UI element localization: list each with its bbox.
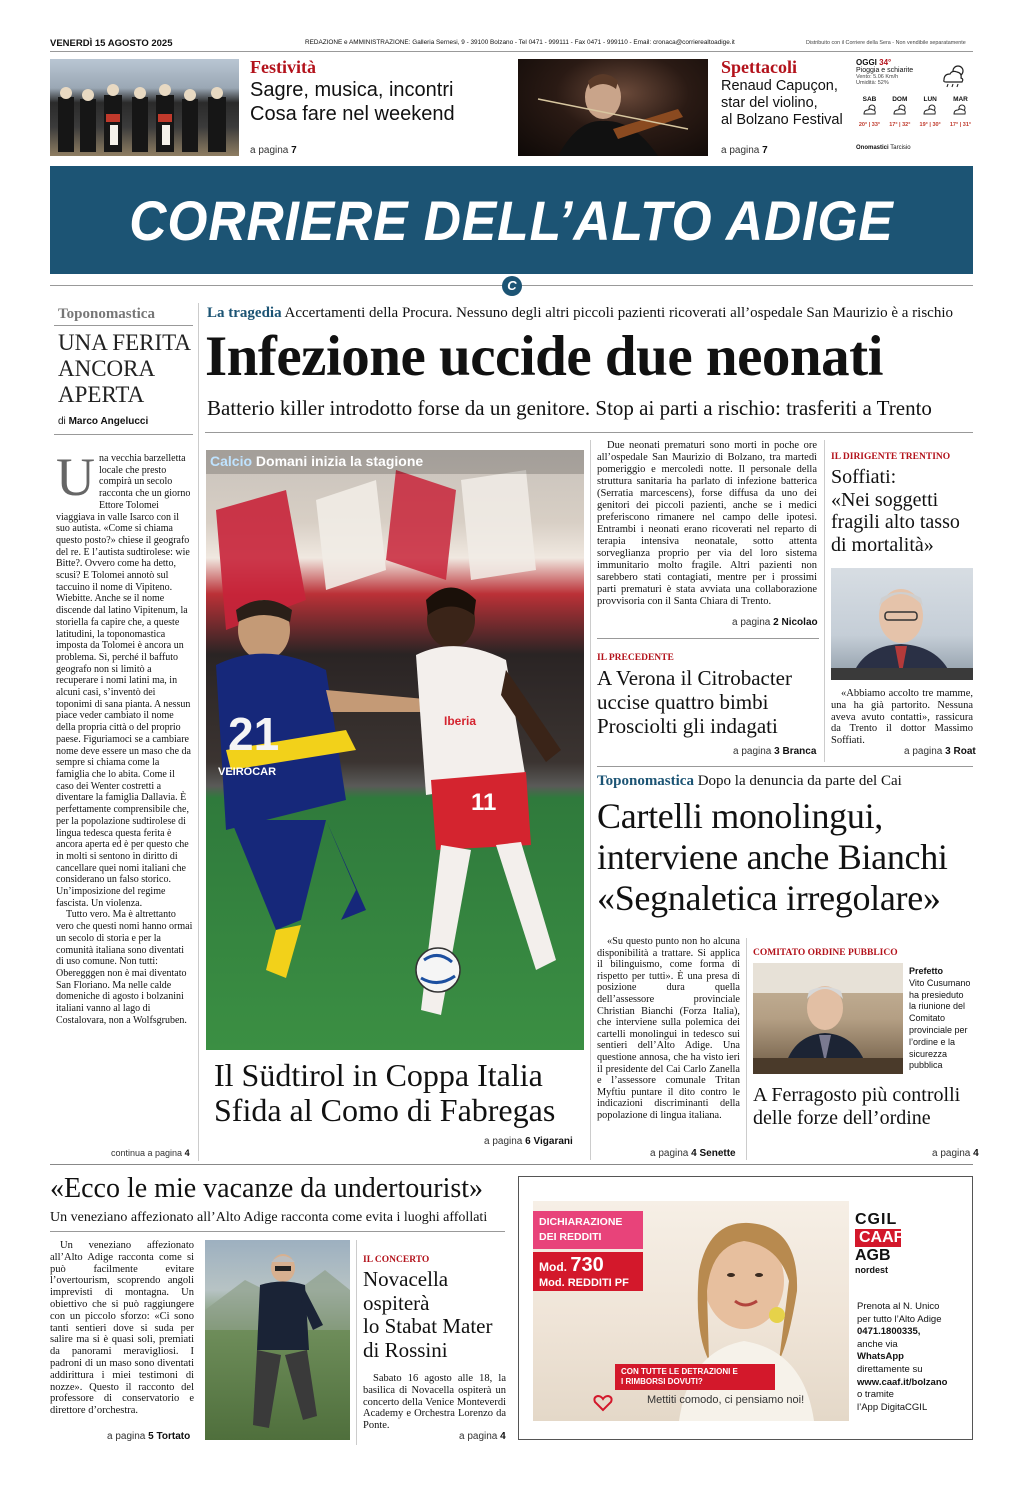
lead-body: Due neonati prematuri sono morti in poche ore all’ospedale San Maurizio di Bolzano, tra martedì pomeriggio e mercoledì notte. Il personale della struttura sanitaria ha parlato di infezione batterica (Serratia marcescens), forse diffusa da uno dei genitori dei piccoli pazienti, anche se i medici preferiscono rimanere nel campo delle ipotesi. Entrambi i neonati erano ricoverati nel reparto di terapia intensiva neonatale, sotto attenta sorveglianza proprio per via del loro sistema immunitario molto fragile. Altri pazienti non sarebbero stati contagiati, mentre per i prossimi parti prematuri è stata avviata una collaborazione provvisoria con il Santa Chiara di Trento. (597, 440, 817, 607)
dirigente-title[interactable] (831, 466, 960, 556)
weather-wind: Vento: 5.06 Km/h (856, 74, 899, 80)
precedente-title-l2: uccise quattro bimbi (597, 690, 769, 714)
pageref-label: a pagina (484, 1136, 523, 1147)
ad-badge (533, 1211, 643, 1249)
continua-num: 4 (184, 1148, 190, 1158)
cartelli-kicker-line (597, 773, 902, 790)
dirigente-title-l4: di mortalità» (831, 533, 934, 556)
promo-spettacoli-title-l1: Renaud Capuçon, (721, 78, 838, 94)
pageref-label: a pagina (732, 617, 771, 628)
lead-pageref[interactable] (732, 617, 818, 628)
cartelli-rule (597, 766, 973, 767)
precedente-kicker: IL PRECEDENTE (597, 653, 674, 663)
precedente-title-l3: Prosciolti gli indagati (597, 714, 778, 738)
sport-title-l2: Sfida al Como di Fabregas (214, 1092, 556, 1128)
undertourist-body: Un veneziano affezionato all’Alto Adige racconta come si può facilmente evitare l’overtourism, scoprendo angoli imprevisti di montagna. Un obiettivo che si può raggiungere con un piccolo sforzo: «Ci sono tanti sentieri dove si suda per salire ma si è quasi soli, premiati da panorami meravigliosi. I padroni di un maso sono diventati addirittura i miei testimoni di nozze». Questo il racconto del professore di conservatorio e direttore d’orchestra. (50, 1240, 194, 1417)
player1-sponsor: VEIROCAR (218, 766, 277, 778)
concerto-pageref[interactable] (459, 1431, 506, 1442)
lead-kicker-line (207, 305, 953, 322)
ad-phone: 0471.1800335, (857, 1326, 921, 1338)
editorial-title[interactable] (58, 330, 191, 408)
cloud-sun-icon (952, 103, 968, 117)
pageref-label: a pagina (904, 746, 943, 757)
precedente-title[interactable] (597, 666, 792, 738)
ad-brand-caaf: CAAF (855, 1229, 901, 1247)
ad-mod-redditi: Mod. REDDITI PF (539, 1277, 629, 1289)
concerto-title-l2: ospiterà (363, 1290, 430, 1315)
rain-sun-icon (940, 62, 968, 88)
weather-box (856, 58, 974, 156)
forecast-temps: 17° | 32° (889, 122, 911, 128)
forecast-day (886, 96, 913, 128)
dirigente-title-l2: «Nei soggetti (831, 488, 939, 511)
editorial-byline (58, 416, 148, 427)
comitato-kicker: COMITATO ORDINE PUBBLICO (753, 948, 898, 958)
player1-number: 21 (228, 708, 280, 760)
ad-site: www.caaf.it/bolzano (857, 1376, 948, 1388)
caaf-ad[interactable] (518, 1176, 973, 1440)
cloud-sun-icon (862, 103, 878, 117)
lead-subhead: Batterio killer introdotto forse da un genitore. Stop ai parti a rischio: trasferiti a Trento (207, 396, 932, 420)
cloud-sun-icon (922, 103, 938, 117)
lead-kicker: La tragedia (207, 305, 282, 321)
concerto-kicker: IL CONCERTO (363, 1255, 430, 1265)
promo-festivita-title-l1: Sagre, musica, incontri (250, 79, 454, 101)
comitato-title-l2: delle forze dell’ordine (753, 1107, 931, 1129)
sport-photo[interactable] (206, 450, 584, 1050)
byline-di: di (58, 416, 66, 427)
ad-app: l’App DigitaCGIL (857, 1401, 928, 1413)
promo-festivita-kicker: Festività (250, 57, 316, 77)
forecast-temps: 20° | 33° (858, 122, 881, 128)
promo-festivita-title[interactable] (250, 78, 455, 126)
ad-mod730 (533, 1252, 643, 1291)
sport-kicker: Calcio (210, 453, 253, 469)
forecast-day (947, 96, 974, 128)
ad-info-l1: Prenota al N. Unico (857, 1301, 940, 1312)
top-rule (50, 51, 973, 52)
ad-promo-l2: I RIMBORSI DOVUTI? (621, 1377, 703, 1386)
pageref-author: Branca (782, 746, 817, 757)
promo-spettacoli-pageref[interactable] (721, 145, 768, 156)
continua-label: continua a pagina (111, 1148, 183, 1158)
cartelli-headline-l2: interviene anche Bianchi (597, 837, 948, 877)
promo-festivita-title-l2: Cosa fare nel weekend (250, 103, 455, 125)
lead-kicker-text: Accertamenti della Procura. Nessuno degli altri piccoli pazienti ricoverati all’ospedale San Maurizio è a rischio (284, 305, 954, 321)
parade-illustration (50, 59, 239, 156)
concerto-title-l3: lo Stabat Mater (363, 1314, 493, 1338)
ad-brand-agb: AGB (855, 1247, 891, 1264)
cartelli-pageref[interactable] (650, 1148, 736, 1159)
editorial-title-l1: UNA FERITA (58, 330, 191, 355)
football-illustration (206, 450, 584, 1050)
pageref-label: a pagina (733, 746, 772, 757)
editorial-rule-2 (54, 434, 193, 435)
cartelli-headline-l3: «Segnaletica irregolare» (597, 878, 941, 918)
undertourist-photo[interactable] (205, 1240, 350, 1440)
undertourist-pageref[interactable] (107, 1431, 190, 1442)
heart-icon (593, 1394, 613, 1412)
precedente-pageref[interactable] (733, 746, 816, 757)
weather-today-temp: 34° (879, 58, 892, 67)
editorial-body-2: Tutto vero. Ma è altrettanto vero che questi nomi hanno ormai un secolo di storia e per la comunità italiana sono diventati di uso comune. Non tutti: Oberegggen non è mai diventato San Floriano. Ma nelle calde domeniche di agosto i bolzanini italiani vanno al lago di Costalovara, non a Wolfsgruben. (56, 909, 193, 1026)
forecast-temps: 17° | 31° (949, 122, 972, 128)
masthead[interactable] (50, 166, 973, 274)
cartelli-kicker-text: Dopo la denuncia da parte del Cai (697, 773, 902, 789)
onomastici-name: Tarcisio (890, 145, 911, 151)
pageref-num: 4 (691, 1148, 697, 1159)
promo-spettacoli-title-l3: al Bolzano Festival (721, 112, 843, 128)
ad-brand-cgil: CGIL (855, 1211, 898, 1228)
editorial-continua[interactable] (111, 1148, 190, 1158)
column-divider-5 (356, 1240, 357, 1445)
precedente-rule (597, 638, 819, 639)
promo-festivita-pageref[interactable] (250, 145, 297, 156)
lead-rule (205, 432, 973, 433)
cartelli-headline[interactable] (597, 796, 948, 919)
pageref-num: 3 (945, 746, 951, 757)
concerto-title[interactable] (363, 1268, 492, 1362)
pageref-num: 2 (773, 617, 779, 628)
promo-spettacoli-title-l2: star del violino, (721, 95, 818, 111)
forecast-day-name: SAB (862, 96, 877, 103)
ad-mod730-line (539, 1254, 637, 1277)
ad-info-l3: anche via (857, 1338, 898, 1350)
cartelli-kicker: Toponomastica (597, 773, 694, 789)
ad-promo-l1: CON TUTTE LE DETRAZIONI E (621, 1367, 738, 1376)
pageref-num: 6 (525, 1136, 531, 1147)
pageref-label: a pagina (459, 1431, 498, 1442)
precedente-title-l1: A Verona il Citrobacter (597, 666, 792, 690)
cartelli-body: «Su questo punto non ho alcuna disponibilità a trattare. Si applica il bilinguismo, come forma di rispetto per tutti». È una presa di posizione dura quella dell’assessore provinciale Christian Bianchi (Forza Italia), che interviene sulla polemica dei cartelli monolingui in tedesco sui sentieri dell’Alto Adige. Una questione annosa, che ha visto ieri il presidente del Cai Carlo Zanella e l’assessore comunale Tritan Myftiu puntare il dito contro le indicazioni discriminanti della popolazione di lingua italiana. (597, 936, 740, 1121)
redazione-line: REDAZIONE e AMMINISTRAZIONE: Galleria Sernesi, 9 - 39100 Bolzano - Tel 0471 - 999111 - Fax 0471 - 999110 - Email: cronaca@corrierealtoadige.it (305, 39, 735, 46)
ad-info (857, 1301, 969, 1414)
editorial-rule (54, 325, 193, 326)
weather-humidity: Umidità: 52% (856, 80, 889, 86)
ad-promo-bar (615, 1364, 775, 1390)
concerto-title-l4: di Rossini (363, 1337, 448, 1362)
forecast-temps: 19° | 30° (919, 122, 941, 128)
prefetto-caption-text: Vito Cusumano ha presieduto la riunione del Comitato provinciale per l’ordine e la sicurezza pubblica (909, 977, 971, 1071)
undertourist-headline[interactable]: «Ecco le mie vacanze da undertourist» (50, 1173, 484, 1204)
editorial-kicker: Toponomastica (58, 306, 155, 322)
onomastici-label: Onomastici (856, 145, 889, 151)
ad-info-l5: o tramite (857, 1389, 894, 1401)
forecast-day (917, 96, 944, 128)
weather-today-label: OGGI (856, 58, 877, 67)
column-divider-3 (824, 440, 825, 762)
column-divider (198, 303, 199, 1161)
weather-today-desc: Pioggia e schiarite (856, 67, 914, 74)
pageref-num: 5 (148, 1431, 154, 1442)
editorial-title-l2: ANCORA (58, 356, 156, 381)
pageref-author: Nicolao (781, 617, 818, 628)
ad-mod-prefix: Mod. (539, 1260, 567, 1274)
ad-info-l2: per tutto l’Alto Adige (857, 1313, 942, 1325)
lead-headline[interactable]: Infezione uccide due neonati (205, 325, 883, 388)
distribution-note: Distribuito con il Corriere della Sera - Non vendibile separatamente (806, 40, 966, 46)
weather-forecast (856, 96, 974, 128)
pageref-author: Vigarani (533, 1136, 573, 1147)
cloud-sun-icon (892, 103, 908, 117)
promo-festivita-photo[interactable] (50, 59, 239, 156)
promo-spettacoli-photo[interactable] (518, 59, 708, 156)
masthead-logo: C (502, 276, 522, 296)
comitato-title[interactable] (753, 1084, 960, 1130)
dropcap: U (56, 453, 95, 507)
bottom-section-rule (50, 1164, 973, 1165)
pageref-author: Tortato (156, 1431, 191, 1442)
player2-number: 11 (471, 789, 497, 816)
dirigente-caption: «Abbiamo accolto tre mamme, una ha già partorito. Nessuna aveva avuto contatti», rassicura da Trento il dottor Massimo Soffiati. (831, 688, 973, 747)
cartelli-headline-l1: Cartelli monolingui, (597, 796, 883, 836)
prefetto-photo[interactable] (753, 963, 903, 1074)
pageref-author: Senette (699, 1148, 736, 1159)
dirigente-title-l3: fragili alto tasso (831, 511, 960, 533)
prefetto-caption (909, 966, 973, 1072)
promo-spettacoli-title[interactable] (721, 78, 843, 129)
ad-brand-nordest: nordest (855, 1265, 889, 1275)
editorial-body-lead: na vecchia barzelletta locale che presto compirà un secolo racconta che un giorno Ettore Tolomei viaggiava in valle Isarco con il suo autista. «Come si chiama questo posto?» chiese il geografo del re. E l’autista sudtirolese: wie Bitte?. Ovvero come ha detto, scusi? E Tolomei annotò sul taccuino il nome di Vipiteno. Wiebitte. Anche se il nome discende dal latino Vipitenum, la storiella fa capire che, a queste latitudini, la toponomastica imposta da Tolomei è ancora un problema. Sì, perché il baffuto geografo non si limitò a recuperare i nomi latini ma, in alcuni casi, s’inventò dei toponimi di sana pianta. A nessun piace veder cambiato il nome della propria città o del proprio paese. Figuriamoci se a cambiare nome deve essere un maso che da sempre si chiama come la famiglia che lo abita. Come il caso dei Wenter costretti a diventare la famiglia Dallavia. È perfettamente comprensibile che, per la popolazione sudtirolese di lingua tedesca questa ferita è ancora aperta ed è per questo che in molti si sentono in diritto di cancellare quei nomi italiani che considerano un falso storico. Un’imposizione del regime fascista. Un violenza. (56, 453, 191, 909)
editorial-body (56, 453, 194, 1149)
column-divider-4 (746, 938, 747, 1160)
pageref-label: a pagina (250, 145, 289, 156)
sport-pageref[interactable] (484, 1136, 573, 1147)
sport-title[interactable] (214, 1058, 555, 1128)
undertourist-subhead: Un veneziano affezionato all’Alto Adige racconta come evita i luoghi affollati (50, 1210, 488, 1225)
dirigente-title-l1: Soffiati: (831, 466, 897, 488)
concerto-body: Sabato 16 agosto alle 18, la basilica di Novacella ospiterà un concerto della Venice Monteverdi Academy e Orchestra Lorenzo da Ponte. (363, 1373, 506, 1432)
hiker-illustration (205, 1240, 350, 1440)
player2-sponsor: Iberia (444, 714, 477, 728)
dirigente-kicker: IL DIRIGENTE TRENTINO (831, 452, 951, 462)
pageref-num: 7 (762, 145, 768, 156)
pageref-num: 7 (291, 145, 297, 156)
onomastici (856, 145, 911, 151)
comitato-title-l1: A Ferragosto più controlli (753, 1084, 961, 1106)
pageref-num: 3 (774, 746, 780, 757)
forecast-day-name: LUN (923, 96, 937, 103)
column-divider-2 (590, 440, 591, 1160)
promo-spettacoli-kicker: Spettacoli (721, 57, 797, 77)
pageref-label: a pagina (721, 145, 760, 156)
ad-mod-num: 730 (570, 1254, 604, 1276)
concerto-title-l1: Novacella (363, 1267, 449, 1291)
byline-name: Marco Angelucci (68, 416, 149, 427)
pageref-author: Roat (953, 746, 976, 757)
date-line: VENERDÌ 15 AGOSTO 2025 (50, 38, 173, 49)
ad-badge-l2: DEI REDDITI (539, 1231, 602, 1243)
masthead-title: CORRIERE DELL’ALTO ADIGE (129, 188, 894, 252)
violinist-illustration (518, 59, 708, 156)
ad-badge-l1: DICHIARAZIONE (539, 1216, 623, 1228)
ad-slogan: Mettiti comodo, ci pensiamo noi! (647, 1394, 805, 1406)
pageref-num: 4 (500, 1431, 506, 1442)
comitato-pageref[interactable] (932, 1148, 979, 1159)
prefetto-illustration (753, 963, 903, 1074)
pageref-label: a pagina (932, 1148, 971, 1159)
forecast-day (856, 96, 883, 128)
pageref-label: a pagina (650, 1148, 689, 1159)
sport-kicker-text: Domani inizia la stagione (255, 453, 424, 469)
pageref-label: a pagina (107, 1431, 146, 1442)
undertourist-rule (50, 1231, 505, 1232)
dirigente-pageref[interactable] (904, 746, 976, 757)
ad-brand (855, 1211, 915, 1275)
ad-info-l4: direttamente su (857, 1363, 923, 1375)
pageref-num: 4 (973, 1148, 979, 1159)
soffiati-photo[interactable] (831, 568, 973, 680)
sport-kicker-line (206, 450, 584, 474)
prefetto-caption-title: Prefetto (909, 966, 944, 976)
ad-whatsapp: WhatsApp (857, 1351, 904, 1363)
sport-title-l1: Il Südtirol in Coppa Italia (214, 1057, 543, 1093)
editorial-title-l3: APERTA (58, 382, 145, 407)
portrait-illustration (831, 568, 973, 680)
forecast-day-name: MAR (953, 96, 968, 103)
forecast-day-name: DOM (892, 96, 908, 103)
